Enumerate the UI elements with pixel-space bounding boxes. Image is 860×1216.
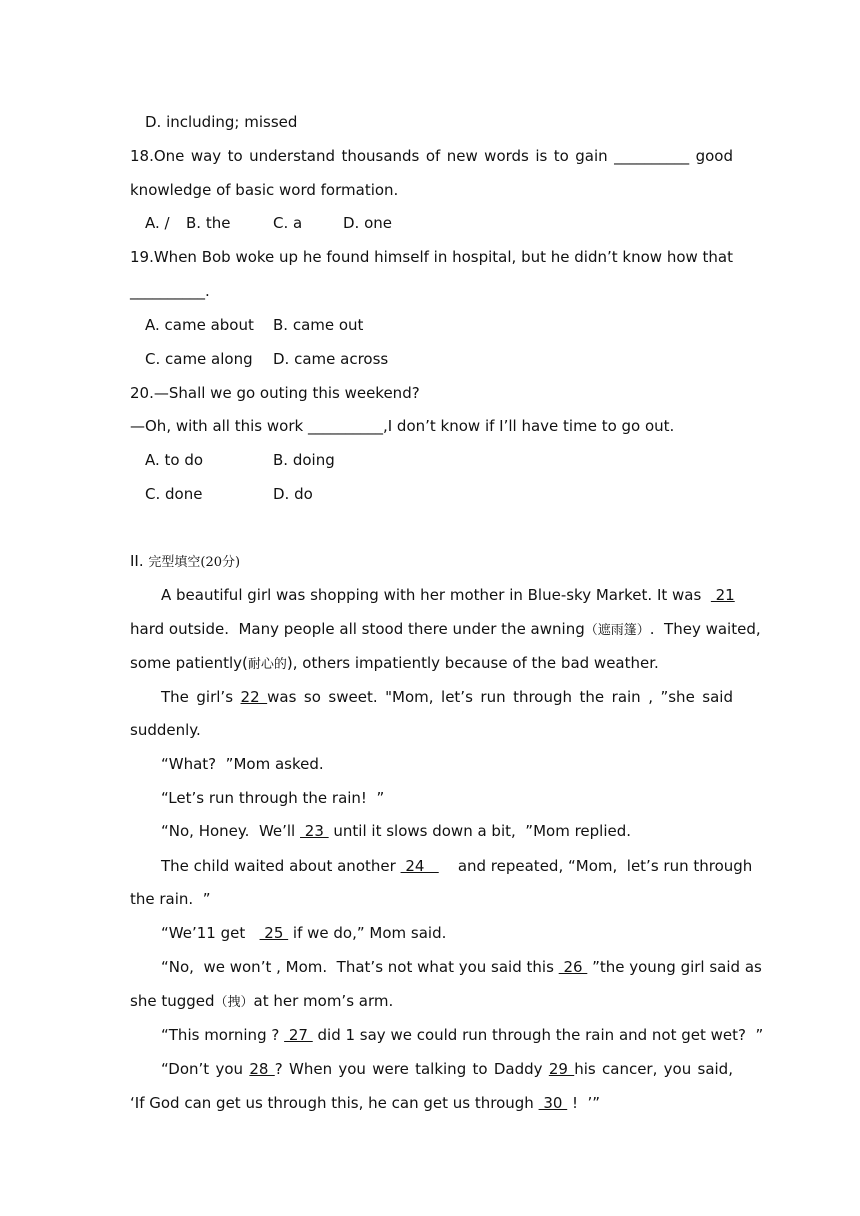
- passage-text: . They waited,: [649, 620, 761, 638]
- q20-text-a: —Oh, with all this work: [130, 417, 304, 435]
- passage-chinese-gloss: （拽）: [214, 995, 254, 1010]
- passage-text: “No, we won’t , Mom. That’s not what you said this: [161, 958, 554, 976]
- q19-option-d: D. came across: [273, 350, 389, 368]
- passage-text: ? When you were talking to Daddy: [274, 1060, 543, 1078]
- passage-text: if we do,” Mom said.: [288, 924, 447, 942]
- passage-text: ! ’”: [567, 1094, 601, 1112]
- passage-text: ”the young girl said as: [587, 958, 762, 976]
- passage-text: The girl’s: [161, 688, 234, 706]
- passage-line-3: [130, 653, 659, 675]
- q20-blank: __________: [307, 417, 383, 435]
- passage-chinese-gloss: 耐心的: [247, 657, 287, 672]
- passage-text: at her mom’s arm.: [253, 992, 394, 1010]
- q19-stem: 19.When Bob woke up he found himself in hospital, but he didn’t know how that: [130, 248, 733, 266]
- q18-stem: [130, 146, 733, 166]
- passage-line-9: [161, 856, 752, 876]
- passage-text: ‘If God can get us through this, he can get us through: [130, 1094, 534, 1112]
- q20-option-d: D. do: [273, 485, 313, 503]
- passage-line-1: [161, 585, 735, 605]
- q18-option-a: A. /: [145, 214, 170, 232]
- q17-option-d: D. including; missed: [145, 113, 298, 131]
- passage-text: some patiently(: [130, 654, 248, 672]
- passage-text: “This morning ?: [161, 1026, 280, 1044]
- passage-text: A beautiful girl was shopping with her mother in Blue-sky Market. It was: [161, 586, 702, 604]
- q20-option-a: A. to do: [145, 451, 204, 469]
- q20-option-c: C. done: [145, 485, 203, 503]
- passage-text: “No, Honey. We’ll: [161, 822, 296, 840]
- q20-stem: 20.—Shall we go outing this weekend?: [130, 384, 420, 402]
- q18-text-a: 18.One way to understand thousands of new words is to gain: [130, 147, 608, 165]
- passage-line-4: [161, 687, 733, 707]
- q18-text-b: good: [695, 147, 733, 165]
- passage-line-5: suddenly.: [130, 721, 201, 739]
- passage-text: until it slows down a bit, ”Mom replied.: [328, 822, 632, 840]
- passage-line-15: [161, 1059, 733, 1079]
- q18-option-d: D. one: [343, 214, 392, 232]
- section-number: II.: [130, 552, 144, 570]
- passage-text: “We’11 get: [161, 924, 255, 942]
- q18-option-c: C. a: [273, 214, 303, 232]
- passage-line-6: “What? ”Mom asked.: [161, 755, 324, 773]
- passage-text: hard outside. Many people all stood there under the awning: [130, 620, 585, 638]
- q20-text-b: ,I don’t know if I’ll have time to go out.: [382, 417, 675, 435]
- q19-option-a: A. came about: [145, 316, 254, 334]
- blank-28: 28: [249, 1060, 275, 1078]
- q20-option-b: B. doing: [273, 451, 335, 469]
- passage-line-13: [130, 991, 393, 1013]
- q18-blank: __________: [614, 147, 690, 165]
- section-title: 完型填空(20分): [148, 555, 241, 570]
- passage-text: his cancer, you said,: [574, 1060, 733, 1078]
- q20-stem-line2: [130, 416, 674, 436]
- passage-text: and repeated, “Mom, let’s run through: [457, 857, 753, 875]
- passage-line-7: “Let’s run through the rain! ”: [161, 789, 385, 807]
- blank-27: 27: [284, 1026, 313, 1044]
- q18-stem-line2: knowledge of basic word formation.: [130, 181, 399, 199]
- passage-line-16: [130, 1093, 600, 1113]
- passage-text: she tugged: [130, 992, 215, 1010]
- q19-option-b: B. came out: [273, 316, 364, 334]
- q19-option-c: C. came along: [145, 350, 253, 368]
- passage-text: did 1 say we could run through the rain and not get wet? ”: [312, 1026, 764, 1044]
- passage-line-12: [161, 957, 762, 977]
- passage-text: ), others impatiently because of the bad weather.: [286, 654, 659, 672]
- blank-22: 22: [240, 688, 268, 706]
- passage-line-10: the rain. ”: [130, 890, 211, 908]
- blank-26: 26: [558, 958, 588, 976]
- passage-chinese-gloss: （遮雨篷）: [584, 623, 650, 638]
- blank-30: 30: [538, 1094, 568, 1112]
- blank-24: 24: [400, 857, 439, 875]
- blank-25: 25: [259, 924, 289, 942]
- passage-line-11: [161, 923, 446, 943]
- blank-23: 23: [300, 822, 329, 840]
- q19-stem-line2: __________.: [130, 282, 210, 300]
- blank-29: 29: [548, 1060, 575, 1078]
- q18-option-b: B. the: [186, 214, 231, 232]
- blank-21: 21: [710, 586, 735, 604]
- section-heading: [130, 551, 240, 573]
- passage-line-8: [161, 821, 631, 841]
- passage-text: The child waited about another: [161, 857, 396, 875]
- passage-line-2: [130, 619, 761, 641]
- passage-text: “Don’t you: [161, 1060, 244, 1078]
- passage-text: was so sweet. "Mom, let’s run through the rain , ”she said: [267, 688, 733, 706]
- passage-line-14: [161, 1025, 763, 1045]
